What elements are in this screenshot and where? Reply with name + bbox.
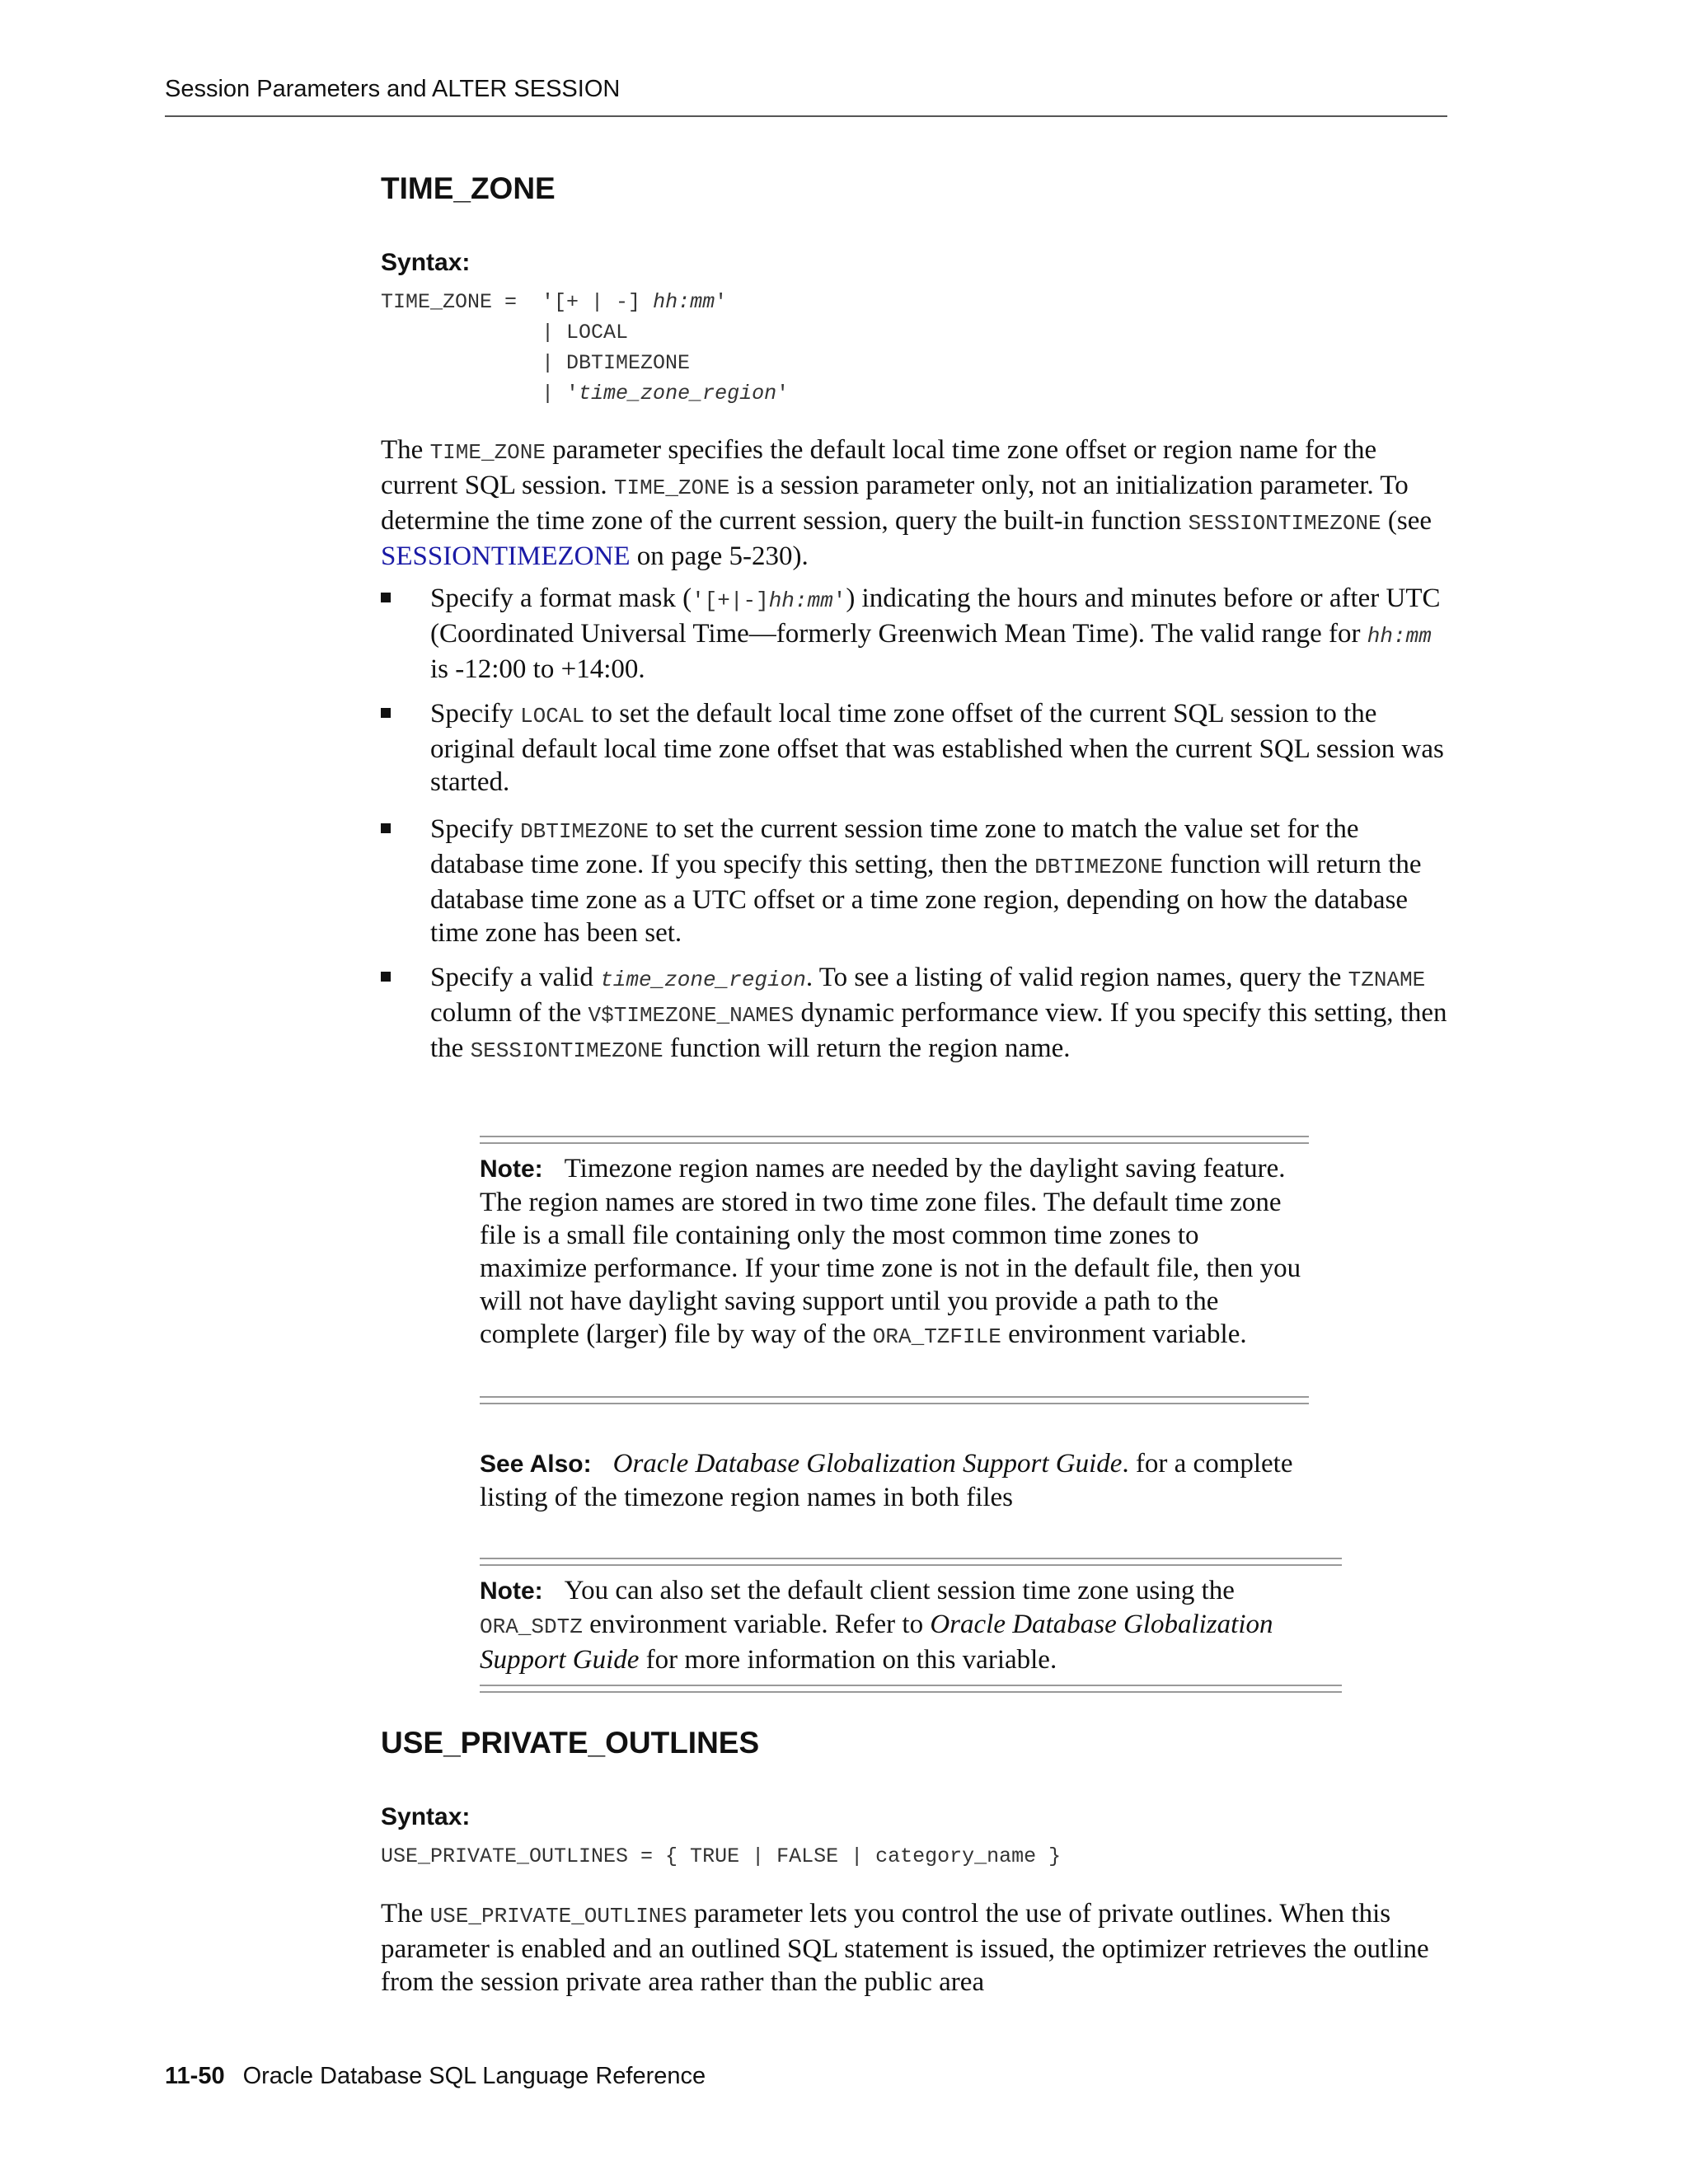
syntax-block: USE_PRIVATE_OUTLINES = { TRUE | FALSE | category_name } [381, 1844, 1062, 1868]
page-footer [165, 2063, 706, 2090]
use-private-outlines-intro: The USE_PRIVATE_OUTLINES parameter lets you control the use of private outlines. When this parameter is enabled and an outlined SQL statement is issued, the optimizer retrieves the outline from the session private area rather than the public area [381, 1899, 1429, 1997]
see-also-box: See Also: Oracle Database Globalization Support Guide. for a complete listing of the timezone region names in both files [480, 1449, 1293, 1512]
book-title: Oracle Database SQL Language Reference [242, 2063, 706, 2089]
note-label: Note: [480, 1155, 543, 1183]
note-box: Note: You can also set the default client session time zone using the ORA_SDTZ environment variable. Refer to Oracle Database Globalization Support Guide for more information on this variable. [480, 1576, 1273, 1675]
syntax-label: Syntax: [381, 249, 471, 276]
list-item: Specify a valid time_zone_region. To see a listing of valid region names, query the TZNAME column of the V$TIMEZONE_NAMES dynamic performance view. If you specify this setting, then the SESSIONTIMEZONE function will return the region name. [381, 961, 1452, 1067]
note-label: Note: [480, 1577, 543, 1605]
note-rule-top [480, 1558, 1342, 1566]
bullet-marker [381, 823, 391, 833]
bullet-marker [381, 593, 391, 602]
syntax-block [381, 287, 789, 409]
bullet-marker [381, 972, 391, 982]
note-rule-top [480, 1136, 1309, 1144]
section-title-use-private-outlines: USE_PRIVATE_OUTLINES [381, 1726, 760, 1760]
note-box: Note: Timezone region names are needed by the daylight saving feature. The region names are stored in two time zone files. The default time zone file is a small file containing only the most common time zones to maximize performance. If your time zone is not in the default file, then you will not have daylight saving support until you provide a path to the complete (larger) file by way of the ORA_TZFILE environment variable. [480, 1154, 1301, 1349]
see-also-label: See Also: [480, 1451, 592, 1478]
syntax-label: Syntax: [381, 1803, 471, 1830]
bullet-marker [381, 708, 391, 718]
syntax-line: | DBTIMEZONE [381, 351, 691, 375]
list-item: Specify LOCAL to set the default local time zone offset of the current SQL session to the original default local time zone offset that was established when the current SQL session was started. [381, 697, 1452, 799]
note-rule-bottom [480, 1685, 1342, 1693]
time-zone-intro: The TIME_ZONE parameter specifies the default local time zone offset or region name for the current SQL session. TIME_ZONE is a session parameter only, not an initialization parameter. To determine the time zone of the current session, query the built-in function SESSIONTIMEZONE (see SESSIONTIMEZONE on page 5-230). [381, 435, 1432, 571]
note-rule-bottom [480, 1396, 1309, 1404]
syntax-line: TIME_ZONE = '[+ | -] hh:mm' [381, 290, 728, 314]
syntax-line: | LOCAL [381, 321, 629, 344]
page-number: 11-50 [165, 2063, 225, 2089]
section-title-time-zone: TIME_ZONE [381, 171, 556, 205]
sessiontimezone-link[interactable]: SESSIONTIMEZONE [381, 541, 631, 571]
list-item: Specify DBTIMEZONE to set the current session time zone to match the value set for the database time zone. If you specify this setting, then the DBTIMEZONE function will return the database time zone as a UTC offset or a time zone region, depending on how the database time zone has been set. [381, 813, 1452, 949]
list-item: Specify a format mask ('[+|-]hh:mm') indicating the hours and minutes before or after UTC (Coordinated Universal Time—formerly Greenwich Mean Time). The valid range for hh:mm is -12:00 to +14:00. [381, 582, 1452, 686]
syntax-line: | 'time_zone_region' [381, 382, 790, 405]
header-rule [165, 115, 1447, 117]
running-header: Session Parameters and ALTER SESSION [165, 76, 621, 102]
